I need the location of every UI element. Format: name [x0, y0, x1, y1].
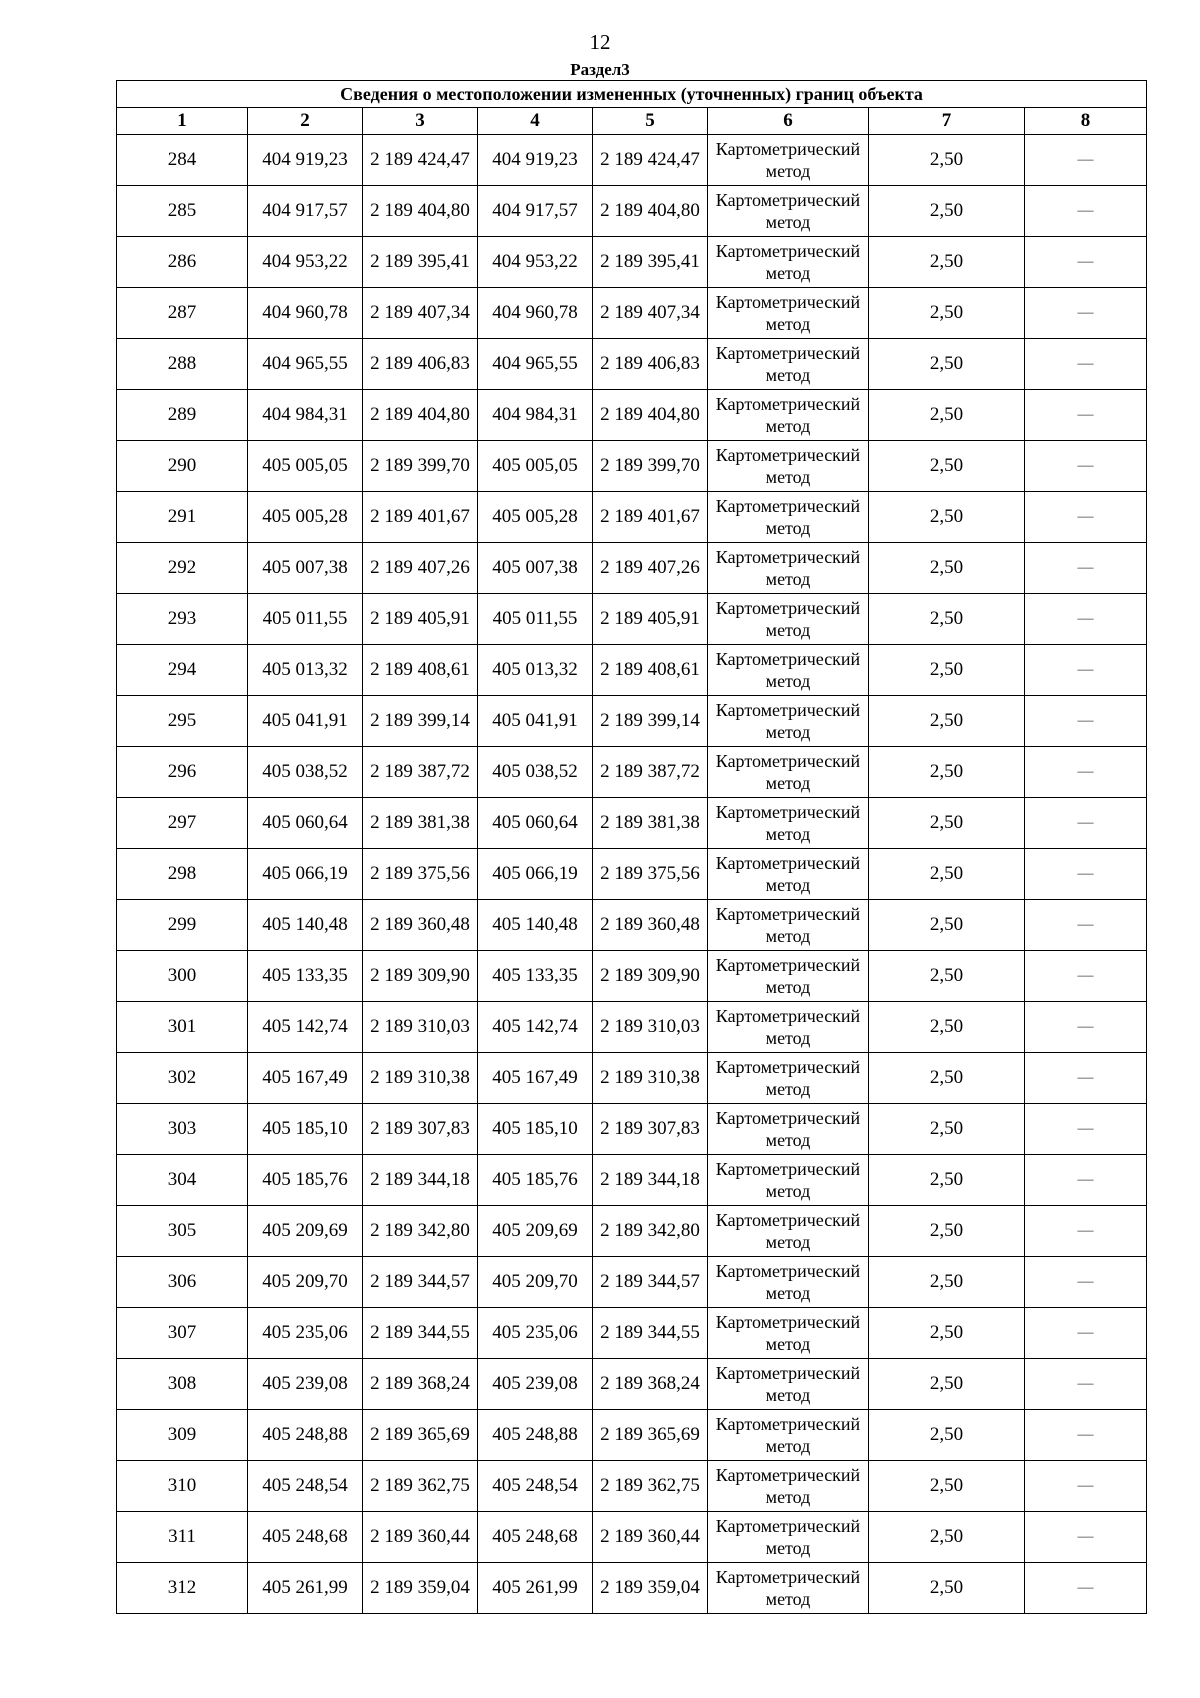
coordinates-table: [116, 80, 1147, 1614]
x-refined-cell: 405 041,91: [478, 696, 593, 747]
point-number-cell: 284: [117, 135, 248, 186]
x-refined-cell: 404 984,31: [478, 390, 593, 441]
method-cell: Картометрический метод: [708, 1308, 869, 1359]
accuracy-cell: 2,50: [869, 1104, 1025, 1155]
description-cell: —: [1025, 798, 1147, 849]
x-refined-cell: 405 005,28: [478, 492, 593, 543]
y-refined-cell: 2 189 359,04: [593, 1563, 708, 1614]
accuracy-cell: 2,50: [869, 441, 1025, 492]
point-number-cell: 290: [117, 441, 248, 492]
table-row: [117, 186, 1147, 237]
x-refined-cell: 405 248,54: [478, 1461, 593, 1512]
y-existing-cell: 2 189 424,47: [363, 135, 478, 186]
method-cell: Картометрический метод: [708, 1104, 869, 1155]
x-existing-cell: 405 038,52: [248, 747, 363, 798]
table-row: [117, 1257, 1147, 1308]
x-existing-cell: 405 248,68: [248, 1512, 363, 1563]
x-refined-cell: 405 007,38: [478, 543, 593, 594]
x-existing-cell: 405 060,64: [248, 798, 363, 849]
y-refined-cell: 2 189 387,72: [593, 747, 708, 798]
table-row: [117, 135, 1147, 186]
description-cell: —: [1025, 951, 1147, 1002]
table-row: [117, 1308, 1147, 1359]
x-refined-cell: 405 142,74: [478, 1002, 593, 1053]
y-refined-cell: 2 189 307,83: [593, 1104, 708, 1155]
method-cell: Картометрический метод: [708, 1461, 869, 1512]
y-refined-cell: 2 189 310,03: [593, 1002, 708, 1053]
point-number-cell: 305: [117, 1206, 248, 1257]
x-refined-cell: 404 917,57: [478, 186, 593, 237]
description-cell: —: [1025, 288, 1147, 339]
description-cell: —: [1025, 1512, 1147, 1563]
accuracy-cell: 2,50: [869, 798, 1025, 849]
accuracy-cell: 2,50: [869, 1359, 1025, 1410]
method-cell: Картометрический метод: [708, 288, 869, 339]
x-refined-cell: 404 919,23: [478, 135, 593, 186]
accuracy-cell: 2,50: [869, 849, 1025, 900]
y-existing-cell: 2 189 344,18: [363, 1155, 478, 1206]
accuracy-cell: 2,50: [869, 1206, 1025, 1257]
table-row: [117, 1461, 1147, 1512]
table-row: [117, 1512, 1147, 1563]
accuracy-cell: 2,50: [869, 186, 1025, 237]
y-existing-cell: 2 189 375,56: [363, 849, 478, 900]
point-number-cell: 304: [117, 1155, 248, 1206]
column-number: 1: [117, 108, 248, 135]
x-existing-cell: 404 953,22: [248, 237, 363, 288]
y-existing-cell: 2 189 405,91: [363, 594, 478, 645]
method-cell: Картометрический метод: [708, 186, 869, 237]
table-row: [117, 849, 1147, 900]
table-row: [117, 237, 1147, 288]
table-row: [117, 900, 1147, 951]
accuracy-cell: 2,50: [869, 288, 1025, 339]
point-number-cell: 289: [117, 390, 248, 441]
accuracy-cell: 2,50: [869, 390, 1025, 441]
accuracy-cell: 2,50: [869, 1155, 1025, 1206]
x-existing-cell: 405 142,74: [248, 1002, 363, 1053]
y-existing-cell: 2 189 395,41: [363, 237, 478, 288]
accuracy-cell: 2,50: [869, 645, 1025, 696]
point-number-cell: 287: [117, 288, 248, 339]
table-row: [117, 492, 1147, 543]
x-existing-cell: 405 261,99: [248, 1563, 363, 1614]
y-existing-cell: 2 189 408,61: [363, 645, 478, 696]
y-existing-cell: 2 189 368,24: [363, 1359, 478, 1410]
y-existing-cell: 2 189 404,80: [363, 390, 478, 441]
table-row: [117, 1359, 1147, 1410]
point-number-cell: 311: [117, 1512, 248, 1563]
point-number-cell: 285: [117, 186, 248, 237]
accuracy-cell: 2,50: [869, 237, 1025, 288]
table-row: [117, 288, 1147, 339]
accuracy-cell: 2,50: [869, 1053, 1025, 1104]
point-number-cell: 301: [117, 1002, 248, 1053]
y-refined-cell: 2 189 406,83: [593, 339, 708, 390]
method-cell: Картометрический метод: [708, 645, 869, 696]
point-number-cell: 309: [117, 1410, 248, 1461]
method-cell: Картометрический метод: [708, 1512, 869, 1563]
y-existing-cell: 2 189 359,04: [363, 1563, 478, 1614]
x-existing-cell: 405 005,05: [248, 441, 363, 492]
description-cell: —: [1025, 492, 1147, 543]
x-existing-cell: 405 041,91: [248, 696, 363, 747]
description-cell: —: [1025, 1053, 1147, 1104]
table-row: [117, 1104, 1147, 1155]
x-refined-cell: 405 239,08: [478, 1359, 593, 1410]
accuracy-cell: 2,50: [869, 1563, 1025, 1614]
y-refined-cell: 2 189 360,48: [593, 900, 708, 951]
method-cell: Картометрический метод: [708, 849, 869, 900]
x-existing-cell: 404 960,78: [248, 288, 363, 339]
method-cell: Картометрический метод: [708, 441, 869, 492]
description-cell: —: [1025, 1410, 1147, 1461]
x-existing-cell: 405 239,08: [248, 1359, 363, 1410]
y-refined-cell: 2 189 344,18: [593, 1155, 708, 1206]
point-number-cell: 302: [117, 1053, 248, 1104]
x-refined-cell: 405 185,76: [478, 1155, 593, 1206]
description-cell: —: [1025, 1359, 1147, 1410]
x-existing-cell: 405 011,55: [248, 594, 363, 645]
x-existing-cell: 405 133,35: [248, 951, 363, 1002]
point-number-cell: 294: [117, 645, 248, 696]
description-cell: —: [1025, 543, 1147, 594]
description-cell: —: [1025, 900, 1147, 951]
x-refined-cell: 405 209,70: [478, 1257, 593, 1308]
point-number-cell: 291: [117, 492, 248, 543]
table-row: [117, 747, 1147, 798]
y-refined-cell: 2 189 375,56: [593, 849, 708, 900]
y-existing-cell: 2 189 344,55: [363, 1308, 478, 1359]
point-number-cell: 292: [117, 543, 248, 594]
y-refined-cell: 2 189 395,41: [593, 237, 708, 288]
table-row: [117, 951, 1147, 1002]
column-number: 4: [478, 108, 593, 135]
y-existing-cell: 2 189 344,57: [363, 1257, 478, 1308]
x-existing-cell: 404 917,57: [248, 186, 363, 237]
y-refined-cell: 2 189 342,80: [593, 1206, 708, 1257]
x-refined-cell: 405 167,49: [478, 1053, 593, 1104]
method-cell: Картометрический метод: [708, 747, 869, 798]
y-existing-cell: 2 189 406,83: [363, 339, 478, 390]
x-existing-cell: 404 965,55: [248, 339, 363, 390]
table-row: [117, 594, 1147, 645]
method-cell: Картометрический метод: [708, 339, 869, 390]
point-number-cell: 306: [117, 1257, 248, 1308]
y-refined-cell: 2 189 362,75: [593, 1461, 708, 1512]
table-row: [117, 1206, 1147, 1257]
accuracy-cell: 2,50: [869, 951, 1025, 1002]
description-cell: —: [1025, 186, 1147, 237]
method-cell: Картометрический метод: [708, 1053, 869, 1104]
y-refined-cell: 2 189 404,80: [593, 186, 708, 237]
x-existing-cell: 405 248,54: [248, 1461, 363, 1512]
accuracy-cell: 2,50: [869, 492, 1025, 543]
description-cell: —: [1025, 747, 1147, 798]
column-number: 2: [248, 108, 363, 135]
description-cell: —: [1025, 1206, 1147, 1257]
method-cell: Картометрический метод: [708, 594, 869, 645]
y-refined-cell: 2 189 344,57: [593, 1257, 708, 1308]
description-cell: —: [1025, 1563, 1147, 1614]
y-existing-cell: 2 189 342,80: [363, 1206, 478, 1257]
x-refined-cell: 405 133,35: [478, 951, 593, 1002]
y-refined-cell: 2 189 405,91: [593, 594, 708, 645]
method-cell: Картометрический метод: [708, 543, 869, 594]
y-existing-cell: 2 189 399,70: [363, 441, 478, 492]
method-cell: Картометрический метод: [708, 798, 869, 849]
x-existing-cell: 405 185,76: [248, 1155, 363, 1206]
description-cell: —: [1025, 339, 1147, 390]
table-row: [117, 645, 1147, 696]
table-row: [117, 1155, 1147, 1206]
accuracy-cell: 2,50: [869, 696, 1025, 747]
x-existing-cell: 405 167,49: [248, 1053, 363, 1104]
point-number-cell: 298: [117, 849, 248, 900]
x-existing-cell: 405 185,10: [248, 1104, 363, 1155]
method-cell: Картометрический метод: [708, 951, 869, 1002]
y-existing-cell: 2 189 307,83: [363, 1104, 478, 1155]
accuracy-cell: 2,50: [869, 1308, 1025, 1359]
table-header: [117, 81, 1147, 135]
description-cell: —: [1025, 237, 1147, 288]
method-cell: Картометрический метод: [708, 135, 869, 186]
table-row: [117, 1053, 1147, 1104]
method-cell: Картометрический метод: [708, 237, 869, 288]
y-refined-cell: 2 189 407,26: [593, 543, 708, 594]
y-existing-cell: 2 189 381,38: [363, 798, 478, 849]
y-existing-cell: 2 189 362,75: [363, 1461, 478, 1512]
method-cell: Картометрический метод: [708, 1155, 869, 1206]
x-refined-cell: 405 066,19: [478, 849, 593, 900]
y-refined-cell: 2 189 407,34: [593, 288, 708, 339]
point-number-cell: 307: [117, 1308, 248, 1359]
point-number-cell: 312: [117, 1563, 248, 1614]
x-refined-cell: 405 005,05: [478, 441, 593, 492]
x-refined-cell: 405 038,52: [478, 747, 593, 798]
method-cell: Картометрический метод: [708, 1563, 869, 1614]
accuracy-cell: 2,50: [869, 1410, 1025, 1461]
x-existing-cell: 405 066,19: [248, 849, 363, 900]
column-number: 6: [708, 108, 869, 135]
y-existing-cell: 2 189 404,80: [363, 186, 478, 237]
table-row: [117, 1410, 1147, 1461]
accuracy-cell: 2,50: [869, 543, 1025, 594]
table-row: [117, 390, 1147, 441]
x-refined-cell: 405 248,88: [478, 1410, 593, 1461]
section-title: Раздел3: [570, 60, 630, 79]
accuracy-cell: 2,50: [869, 1512, 1025, 1563]
x-refined-cell: 405 248,68: [478, 1512, 593, 1563]
method-cell: Картометрический метод: [708, 1359, 869, 1410]
x-existing-cell: 405 209,69: [248, 1206, 363, 1257]
x-existing-cell: 405 140,48: [248, 900, 363, 951]
description-cell: —: [1025, 441, 1147, 492]
y-refined-cell: 2 189 310,38: [593, 1053, 708, 1104]
y-refined-cell: 2 189 408,61: [593, 645, 708, 696]
x-refined-cell: 404 965,55: [478, 339, 593, 390]
method-cell: Картометрический метод: [708, 1002, 869, 1053]
accuracy-cell: 2,50: [869, 135, 1025, 186]
description-cell: —: [1025, 135, 1147, 186]
point-number-cell: 299: [117, 900, 248, 951]
description-cell: —: [1025, 1104, 1147, 1155]
x-existing-cell: 404 919,23: [248, 135, 363, 186]
y-refined-cell: 2 189 399,14: [593, 696, 708, 747]
y-refined-cell: 2 189 360,44: [593, 1512, 708, 1563]
x-refined-cell: 404 960,78: [478, 288, 593, 339]
description-cell: —: [1025, 594, 1147, 645]
table-row: [117, 441, 1147, 492]
accuracy-cell: 2,50: [869, 594, 1025, 645]
y-refined-cell: 2 189 309,90: [593, 951, 708, 1002]
y-existing-cell: 2 189 360,48: [363, 900, 478, 951]
description-cell: —: [1025, 1461, 1147, 1512]
y-refined-cell: 2 189 368,24: [593, 1359, 708, 1410]
point-number-cell: 310: [117, 1461, 248, 1512]
point-number-cell: 303: [117, 1104, 248, 1155]
y-existing-cell: 2 189 387,72: [363, 747, 478, 798]
y-existing-cell: 2 189 407,26: [363, 543, 478, 594]
x-refined-cell: 405 209,69: [478, 1206, 593, 1257]
description-cell: —: [1025, 1308, 1147, 1359]
accuracy-cell: 2,50: [869, 1461, 1025, 1512]
table-row: [117, 1563, 1147, 1614]
y-refined-cell: 2 189 381,38: [593, 798, 708, 849]
y-refined-cell: 2 189 401,67: [593, 492, 708, 543]
y-existing-cell: 2 189 310,03: [363, 1002, 478, 1053]
x-existing-cell: 405 209,70: [248, 1257, 363, 1308]
point-number-cell: 288: [117, 339, 248, 390]
x-existing-cell: 405 005,28: [248, 492, 363, 543]
point-number-cell: 297: [117, 798, 248, 849]
x-existing-cell: 405 013,32: [248, 645, 363, 696]
column-number: 5: [593, 108, 708, 135]
y-refined-cell: 2 189 404,80: [593, 390, 708, 441]
point-number-cell: 286: [117, 237, 248, 288]
method-cell: Картометрический метод: [708, 696, 869, 747]
description-cell: —: [1025, 645, 1147, 696]
y-refined-cell: 2 189 424,47: [593, 135, 708, 186]
x-refined-cell: 405 013,32: [478, 645, 593, 696]
method-cell: Картометрический метод: [708, 900, 869, 951]
accuracy-cell: 2,50: [869, 900, 1025, 951]
accuracy-cell: 2,50: [869, 747, 1025, 798]
y-existing-cell: 2 189 309,90: [363, 951, 478, 1002]
y-existing-cell: 2 189 401,67: [363, 492, 478, 543]
column-numbers-row: [117, 108, 1147, 135]
column-number: 3: [363, 108, 478, 135]
y-refined-cell: 2 189 399,70: [593, 441, 708, 492]
point-number-cell: 308: [117, 1359, 248, 1410]
table-row: [117, 798, 1147, 849]
x-existing-cell: 405 248,88: [248, 1410, 363, 1461]
x-refined-cell: 404 953,22: [478, 237, 593, 288]
description-cell: —: [1025, 696, 1147, 747]
x-refined-cell: 405 261,99: [478, 1563, 593, 1614]
description-cell: —: [1025, 1002, 1147, 1053]
table-row: [117, 696, 1147, 747]
table-caption: Сведения о местоположении измененных (уточненных) границ объекта: [117, 81, 1147, 108]
y-existing-cell: 2 189 399,14: [363, 696, 478, 747]
y-existing-cell: 2 189 407,34: [363, 288, 478, 339]
y-existing-cell: 2 189 360,44: [363, 1512, 478, 1563]
x-existing-cell: 405 235,06: [248, 1308, 363, 1359]
description-cell: —: [1025, 390, 1147, 441]
description-cell: —: [1025, 1257, 1147, 1308]
method-cell: Картометрический метод: [708, 1257, 869, 1308]
point-number-cell: 295: [117, 696, 248, 747]
table-row: [117, 1002, 1147, 1053]
page-number: 12: [589, 30, 611, 54]
column-number: 7: [869, 108, 1025, 135]
x-refined-cell: 405 185,10: [478, 1104, 593, 1155]
method-cell: Картометрический метод: [708, 492, 869, 543]
table-row: [117, 339, 1147, 390]
point-number-cell: 300: [117, 951, 248, 1002]
y-existing-cell: 2 189 310,38: [363, 1053, 478, 1104]
description-cell: —: [1025, 1155, 1147, 1206]
x-refined-cell: 405 235,06: [478, 1308, 593, 1359]
accuracy-cell: 2,50: [869, 1257, 1025, 1308]
x-refined-cell: 405 011,55: [478, 594, 593, 645]
table-row: [117, 543, 1147, 594]
point-number-cell: 296: [117, 747, 248, 798]
x-refined-cell: 405 140,48: [478, 900, 593, 951]
description-cell: —: [1025, 849, 1147, 900]
column-number: 8: [1025, 108, 1147, 135]
method-cell: Картометрический метод: [708, 1410, 869, 1461]
method-cell: Картометрический метод: [708, 1206, 869, 1257]
x-existing-cell: 404 984,31: [248, 390, 363, 441]
method-cell: Картометрический метод: [708, 390, 869, 441]
x-existing-cell: 405 007,38: [248, 543, 363, 594]
point-number-cell: 293: [117, 594, 248, 645]
accuracy-cell: 2,50: [869, 1002, 1025, 1053]
y-refined-cell: 2 189 344,55: [593, 1308, 708, 1359]
x-refined-cell: 405 060,64: [478, 798, 593, 849]
accuracy-cell: 2,50: [869, 339, 1025, 390]
y-refined-cell: 2 189 365,69: [593, 1410, 708, 1461]
table-body: [117, 135, 1147, 1614]
y-existing-cell: 2 189 365,69: [363, 1410, 478, 1461]
